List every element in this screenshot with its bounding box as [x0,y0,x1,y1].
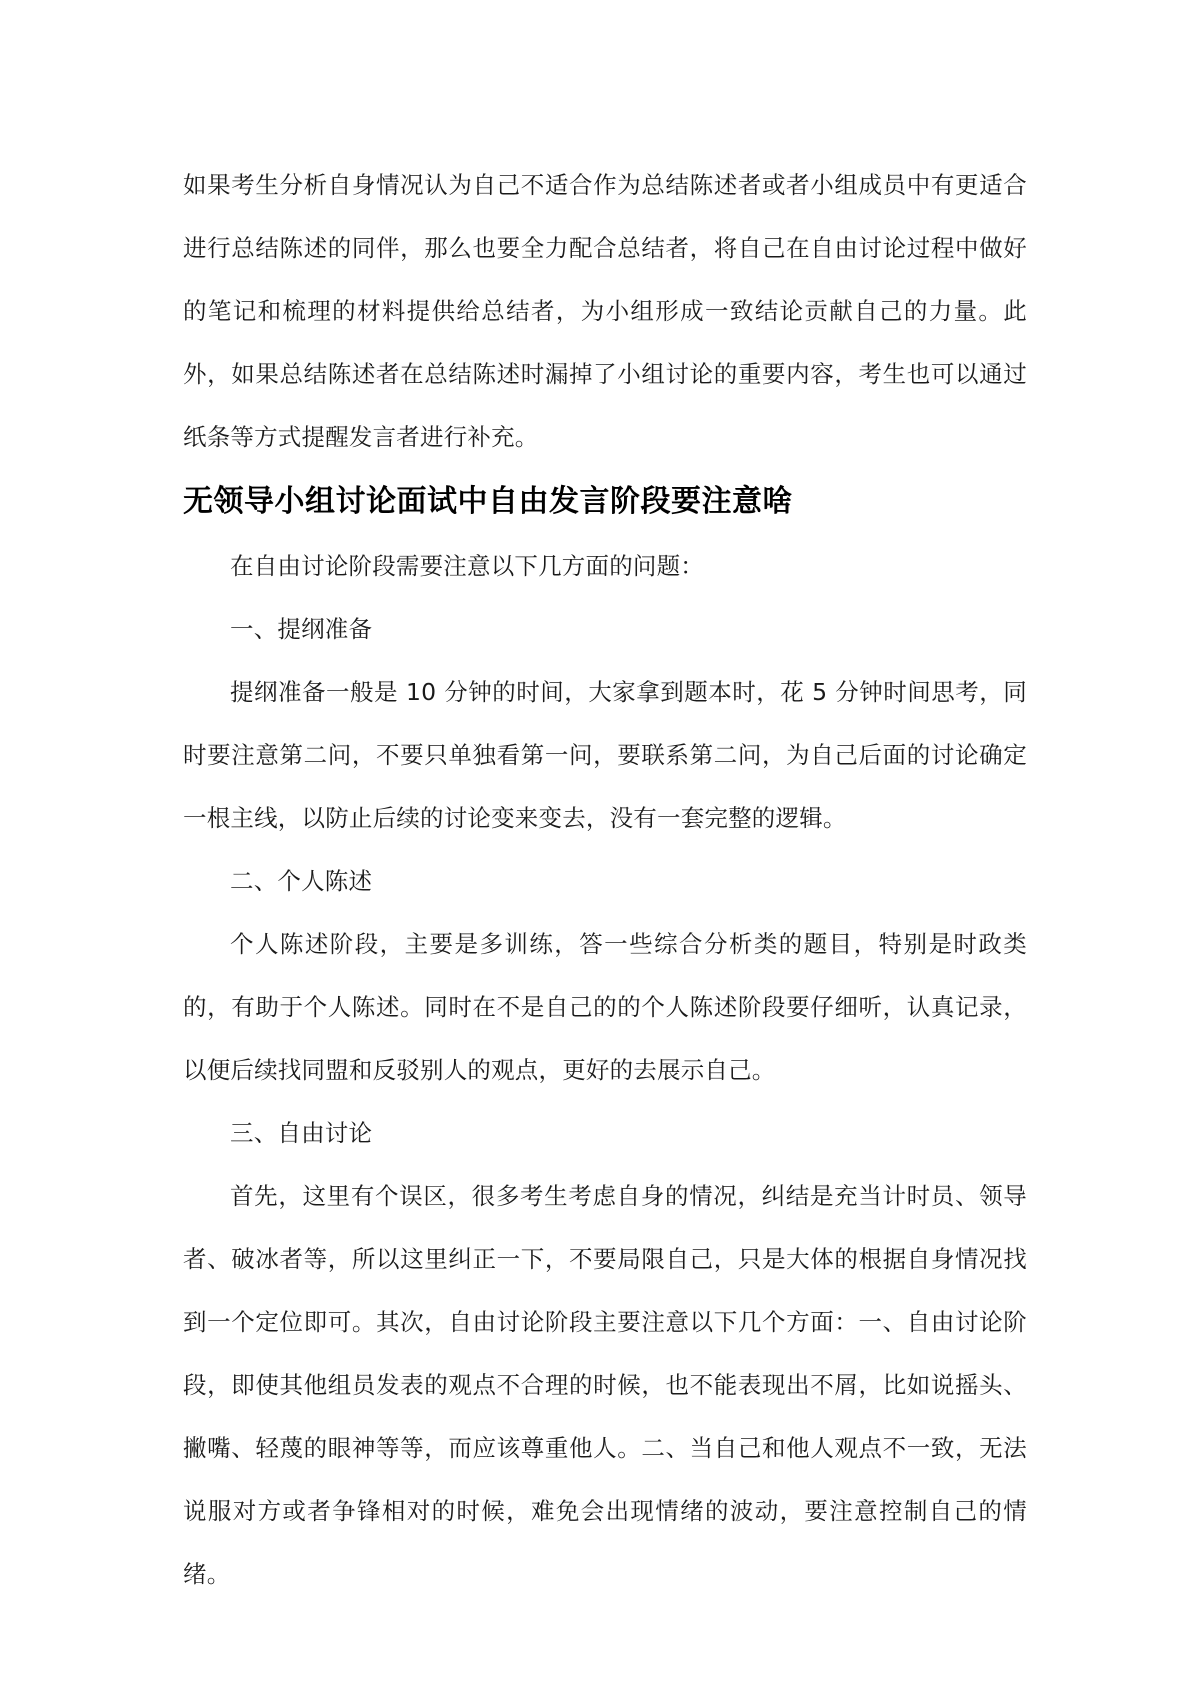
subsection-heading-free-discussion: 三、自由讨论 [230,1119,373,1147]
subsection-body-outline: 提纲准备一般是 10 分钟的时间，大家拿到题本时，花 5 分钟时间思考，同时要注意第二问，不要只单独看第一问，要联系第二问，为自己后面的讨论确定一根主线，以防止后续的讨论变来变去，没有一套完整的逻辑。 [183,678,1027,832]
document-content [183,154,1027,1606]
lead-paragraph: 在自由讨论阶段需要注意以下几方面的问题： [230,552,704,580]
subsection-body-personal-statement: 个人陈述阶段，主要是多训练，答一些综合分析类的题目，特别是时政类的，有助于个人陈述。同时在不是自己的的个人陈述阶段要仔细听，认真记录，以便后续找同盟和反驳别人的观点，更好的去展示自己。 [183,930,1027,1084]
subsection-heading-personal-statement: 二、个人陈述 [230,867,373,895]
subsection-body-free-discussion: 首先，这里有个误区，很多考生考虑自身的情况，纠结是充当计时员、领导者、破冰者等，所以这里纠正一下，不要局限自己，只是大体的根据自身情况找到一个定位即可。其次，自由讨论阶段主要注意以下几个方面：一、自由讨论阶段，即使其他组员发表的观点不合理的时候，也不能表现出不屑，比如说摇头、撇嘴、轻蔑的眼神等等，而应该尊重他人。二、当自己和他人观点不一致，无法说服对方或者争锋相对的时候，难免会出现情绪的波动，要注意控制自己的情绪。 [183,1182,1027,1588]
intro-paragraph: 如果考生分析自身情况认为自己不适合作为总结陈述者或者小组成员中有更适合进行总结陈述的同伴，那么也要全力配合总结者，将自己在自由讨论过程中做好的笔记和梳理的材料提供给总结者，为小组形成一致结论贡献自己的力量。此外，如果总结陈述者在总结陈述时漏掉了小组讨论的重要内容，考生也可以通过纸条等方式提醒发言者进行补充。 [183,171,1027,451]
subsection-heading-outline: 一、提纲准备 [230,615,373,643]
section-title: 无领导小组讨论面试中自由发言阶段要注意啥 [183,484,793,519]
